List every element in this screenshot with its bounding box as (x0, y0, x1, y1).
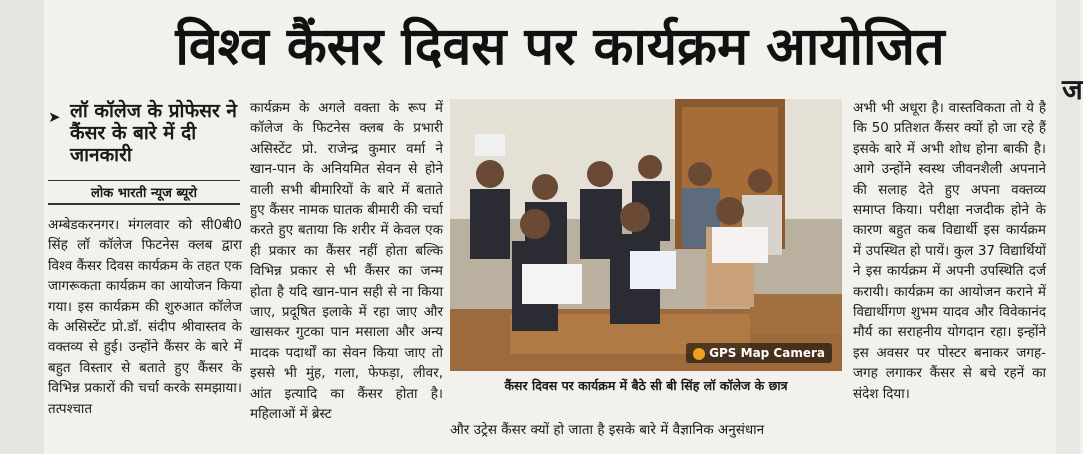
headline: विश्व कैंसर दिवस पर कार्यक्रम आयोजित (175, 17, 945, 77)
adjacent-headline-fragment: ज (1062, 73, 1083, 106)
photo-caption: कैंसर दिवस पर कार्यक्रम में बैठे सी बी सिंह लॉ कॉलेज के छात्र (504, 378, 788, 393)
gps-watermark: GPS Map Camera (686, 343, 832, 363)
subheadline: लॉ कॉलेज के प्रोफेसर ने कैंसर के बारे में दी जानकारी (70, 100, 237, 166)
article-column-3: अभी भी अधूरा है। वास्तविकता तो ये है कि 50 प्रतिशत कैंसर क्यों हो जा रहे हैं इसके बारे में अभी शोध होना बाकी है। आगे उन्होंने स्वस्थ जीवनशैली अपनाने की सलाह देते हुए अपना वक्तव्य समाप्त किया। परीक्षा नजदीक होने के कारण बहुत कब विद्यार्थी इस कार्यक्रम में उपस्थित हो पायें। कुल 37 विद्यार्थियों ने इस कार्यक्रम में अपनी उपस्थिति दर्ज करायी। कार्यक्रम का आयोजन कराने में विद्यार्थीगण शुभम यादव और विवेकानंद मौर्य का सराहनीय योगदान रहा। इन्होंने इस अवसर पर पोस्टर बनाकर जगह-जगह लगाकर कैंसर से बचे रहनें का संदेश दिया। (853, 100, 1046, 402)
byline: लोक भारती न्यूज ब्यूरो (48, 180, 240, 205)
event-photo (450, 99, 842, 371)
adjacent-page-edge (0, 0, 44, 454)
adjacent-article-edge (1056, 0, 1083, 454)
article-continuation: और उट्रेस कैंसर क्यों हो जाता है इसके बारे में वैज्ञानिक अनुसंधान (450, 422, 765, 438)
arrow-icon: ➤ (48, 108, 61, 126)
article-column-2: कार्यक्रम के अगले वक्ता के रूप में कॉलेज के फिटनेस क्लब के प्रभारी असिस्टेंट प्रो. राजेन्द्र कुमार वर्मा ने खान-पान के अनियमित सेवन से होने वाली सभी बीमारियों के बारे में बताते हुए कैंसर नामक घातक बीमारी की चर्चा करते हुए बताया कि शरीर में केवल एक ही प्रकार का कैंसर नहीं होता बल्कि विभिन्न प्रकार से भी कैंसर का जन्म होता है यदि खान-पान सही से ना किया जाए, प्रदूषित इलाके में रहा जाए और खासकर गुटका पान मसाला और अन्य मादक पदार्थों का सेवन किया जाए तो इससे भी मुंह, गला, फेफड़ा, लीवर, आंत इत्यादि का कैंसर होता है। महिलाओं में ब्रेस्ट (250, 100, 443, 423)
classroom-photo-illustration (450, 99, 842, 371)
article-column-1: अम्बेडकरनगर। मंगलवार को सी0बी0 सिंह लॉ कॉलेज फिटनेस क्लब द्वारा विश्व कैंसर दिवस कार्यक्रम के तहत एक जागरूकता कार्यक्रम का आयोजन किया गया। इस कार्यक्रम की शुरुआत कॉलेज के असिस्टेंट प्रो.डॉ. संदीप श्रीवास्तव के वक्तव्य से हुई। उन्होंने कैंसर के बारे में बहुत विस्तार से बताते हुए कैंसर के विभिन्न प्रकारों की चर्चा करके समझाया। तत्पश्चात (48, 217, 242, 417)
camera-pin-icon (693, 348, 705, 360)
